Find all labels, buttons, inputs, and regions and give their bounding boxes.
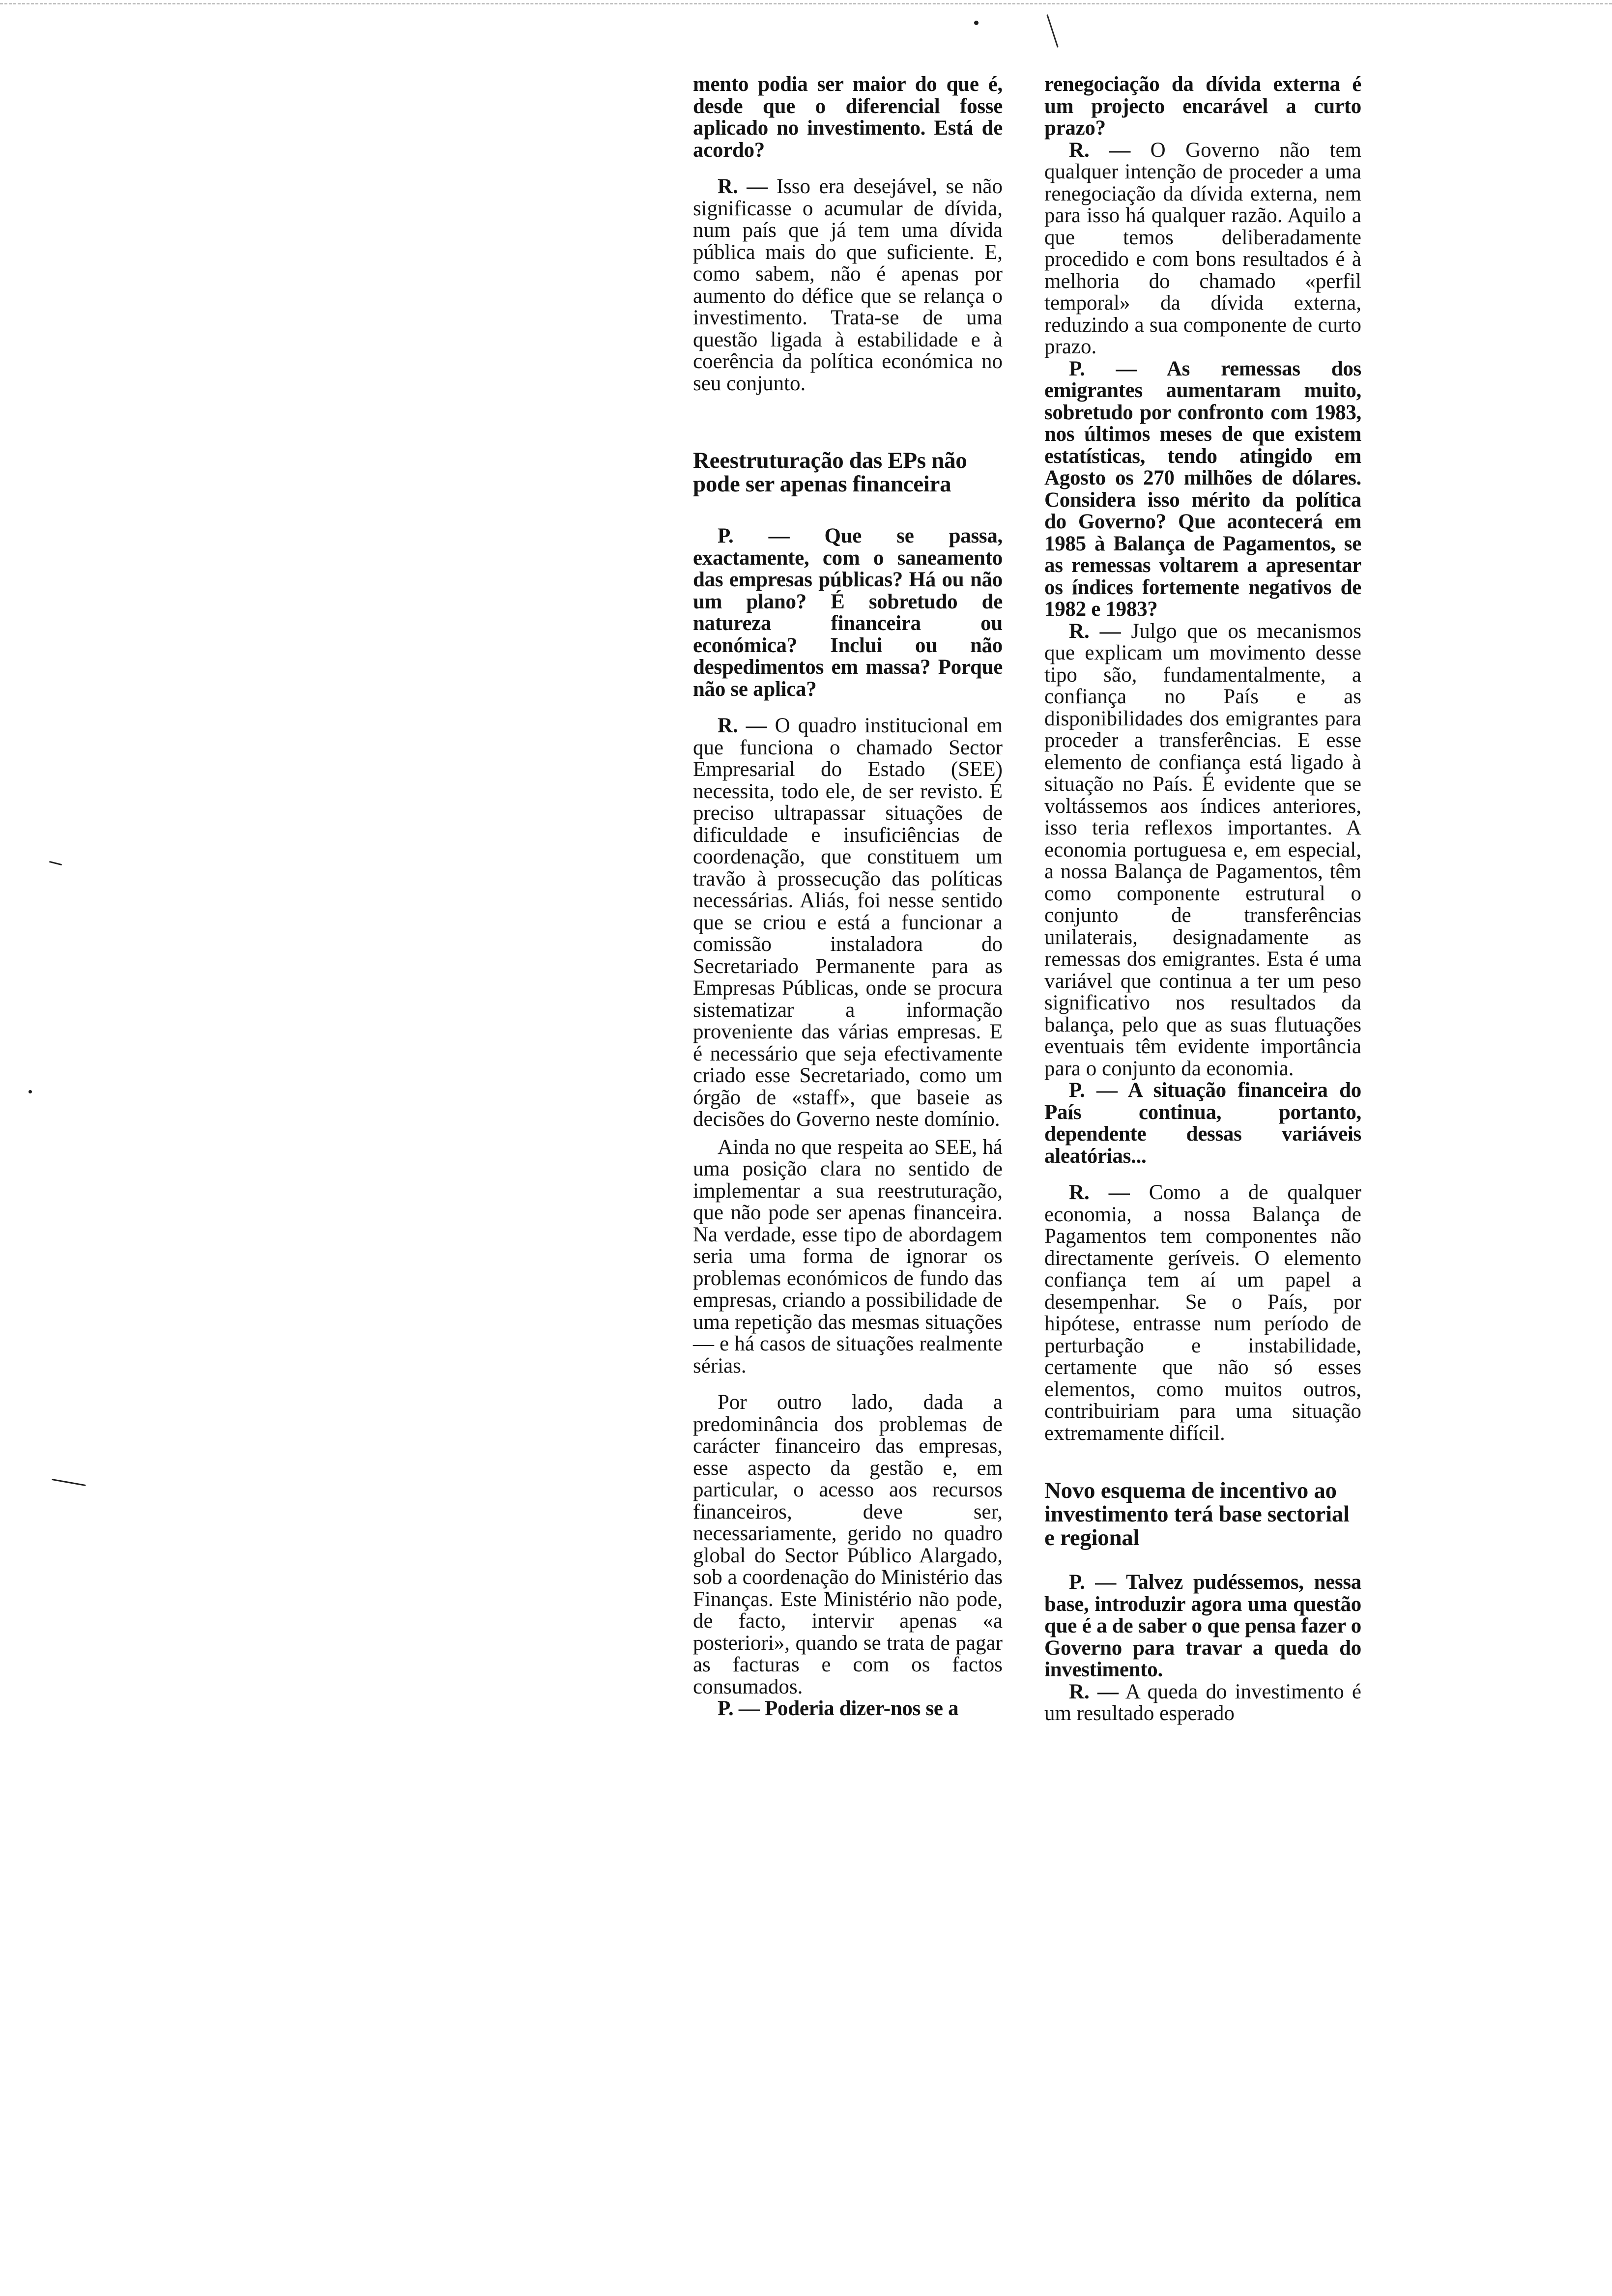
answer-paragraph: Por outro lado, dada a predominância dos problemas de carácter financeiro das empresas, esse aspecto da gestão e, em particular, o acesso aos recursos financeiros, deve ser, necessariamente, gerido no quadro global do Sector Público Alargado, sob a coordenação do Ministério das Finanças. Este Ministério não pode, de facto, intervir apenas «a posteriori», quando se trata de pagar as facturas e com os factos consumados. [693, 1391, 1003, 1698]
answer-text: A queda do investimento é um resultado esperado [1044, 1680, 1361, 1725]
question-paragraph: P. — Talvez pudéssemos, nessa base, introduzir agora uma questão que é a de saber o que pensa fazer o Governo para travar a queda do investimento. [1044, 1571, 1361, 1681]
scan-speck [52, 1479, 86, 1486]
answer-paragraph: Ainda no que respeita ao SEE, há uma posição clara no sentido de implementar a sua reestruturação, que não pode ser apenas financeira. Na verdade, esse tipo de abordagem seria uma forma de ignorar os problemas económicos de fundo das empresas, criando a possibilidade de uma repetição das mesmas situações — e há casos de situações realmente sérias. [693, 1135, 1003, 1378]
answer-marker: R. — [718, 714, 767, 737]
answer-text: Como a de qualquer economia, a nossa Balança de Pagamentos tem componentes não directamente geríveis. O elemento confiança tem aí um papel a desempenhar. Se o País, por hipótese, entrasse num período de perturbação e instabilidade, certamente que não só esses elementos, como muitos outros, contribuiriam para uma situação extremamente difícil. [1044, 1181, 1361, 1445]
answer-paragraph [1044, 1681, 1361, 1725]
article-column-right [1044, 74, 1361, 1725]
answer-marker: R. — [1069, 1680, 1119, 1703]
question-paragraph: P. — As remessas dos emigrantes aumentaram muito, sobretudo por confronto com 1983, nos últimos meses de que existem estatísticas, tendo atingido em Agosto os 270 milhões de dólares. Considera isso mérito da política do Governo? Que acontecerá em 1985 à Balança de Pagamentos, se as remessas voltarem a apresentar os índices fortemente negativos de 1982 e 1983? [1044, 357, 1361, 621]
answer-text: O quadro institucional em que funciona o chamado Sector Empresarial do Estado (SEE) necessita, todo ele, de ser revisto. É preciso ultrapassar situações de dificuldade e insuficiências de coordenação, que constituem um travão à prossecução das políticas necessárias. Aliás, foi nesse sentido que se criou e está a funcionar a comissão instaladora do Secretariado Permanente para as Empresas Públicas, onde se procura sistematizar a informação proveniente das várias empresas. E é necessário que seja efectivamente criado esse Secretariado, como um órgão de «staff», que baseie as decisões do Governo neste domínio. [693, 714, 1003, 1131]
scan-top-edge [0, 3, 1612, 4]
answer-paragraph [693, 715, 1003, 1131]
answer-paragraph [1044, 1182, 1361, 1444]
scan-speck [29, 1090, 32, 1093]
answer-text: O Governo não tem qualquer intenção de proceder a uma renegociação da dívida externa, nem para isso há qualquer razão. Aquilo a que temos deliberadamente procedido e com bons resultados é à melhoria do chamado «perfil temporal» da dívida externa, reduzindo a sua componente de curto prazo. [1044, 138, 1361, 358]
section-heading: Novo esquema de incentivo ao investimento terá base sectorial e regional [1044, 1478, 1350, 1550]
scan-speck [974, 21, 979, 25]
answer-paragraph [693, 176, 1003, 395]
section-heading: Reestruturação das EPs não pode ser apenas financeira [693, 448, 967, 497]
answer-marker: R. — [1069, 619, 1121, 643]
answer-paragraph [1044, 140, 1361, 358]
question-start: P. — Poderia dizer-nos se a [718, 1697, 959, 1720]
answer-text: Isso era desejável, se não significasse o acumular de dívida, num país que já tem uma dívida pública mais do que suficiente. E, como sabem, não é apenas por aumento do défice que se relança o investimento. Trata-se de uma questão ligada à estabilidade e à coerência da política económica no seu conjunto. [693, 175, 1003, 395]
answer-marker: R. — [1069, 1181, 1130, 1204]
answer-paragraph [1044, 621, 1361, 1080]
scan-speck [49, 861, 62, 865]
question-paragraph: P. — Que se passa, exactamente, com o saneamento das empresas públicas? Há ou não um plano? É sobretudo de natureza financeira ou económica? Inclui ou não despedimentos em massa? Porque não se aplica? [693, 524, 1003, 701]
answer-marker: R. — [718, 175, 768, 198]
question-continued: renegociação da dívida externa é um projecto encarável a curto prazo? [1044, 73, 1361, 140]
answer-text: Julgo que os mecanismos que explicam um movimento desse tipo são, fundamentalmente, a confiança no País e as disponibilidades dos emigrantes para proceder a transferências. E esse elemento de confiança está ligado à situação no País. É evidente que se voltássemos aos índices anteriores, isso teria reflexos importantes. A economia portuguesa e, em especial, a nossa Balança de Pagamentos, têm como componente estrutural o conjunto de transferências unilaterais, designadamente as remessas dos emigrantes. Esta é uma variável que continua a ter um peso significativo nos resultados da balança, pelo que as suas flutuações eventuais têm evidente importância para o conjunto da economia. [1044, 619, 1361, 1080]
question-continued: mento podia ser maior do que é, desde que o diferencial fosse aplicado no investimento. Está de acordo? [693, 73, 1003, 162]
scan-pen-stroke [1046, 14, 1058, 48]
article-column-left [693, 74, 1003, 1720]
question-paragraph: P. — A situação financeira do País continua, portanto, dependente dessas variáveis aleatórias... [1044, 1079, 1361, 1168]
answer-marker: R. — [1069, 138, 1131, 162]
